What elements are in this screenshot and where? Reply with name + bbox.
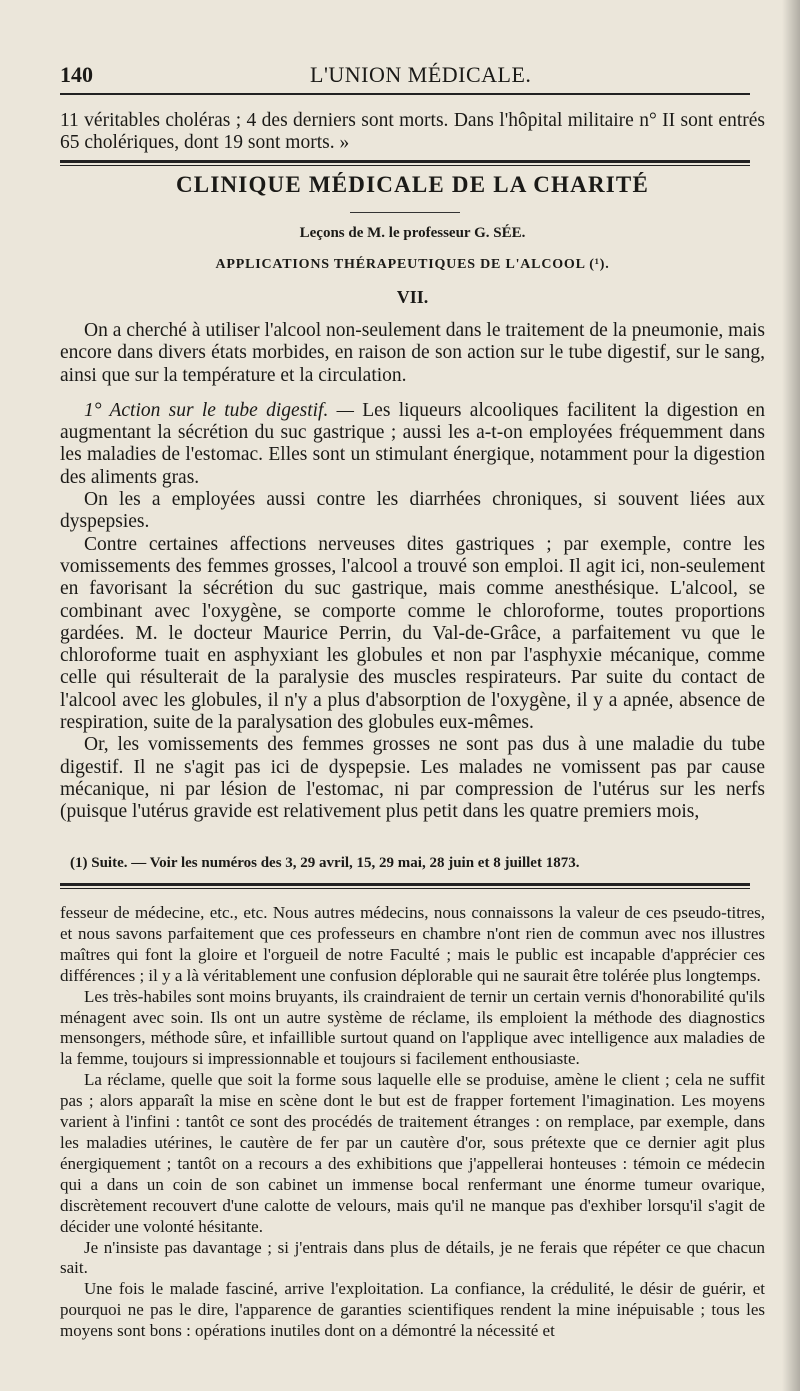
body-paragraph: On les a employées aussi contre les diarrhées chroniques, si souvent liées aux dyspepsies. xyxy=(60,489,765,533)
body-paragraph-text: Les liqueurs alcooliques facilitent la digestion en augmentant la sécrétion du suc gastrique ; aussi les a-t-on employées fréquemment dans les maladies de l'estomac. Elles sont un stimulant énergique, notamment pour la digestion des aliments gras. xyxy=(60,399,765,488)
feuilleton-paragraph: Je n'insiste pas davantage ; si j'entrais dans plus de détails, je ne ferais que répéter ce que chacun sait. xyxy=(60,1237,765,1278)
section-thin-rule xyxy=(60,165,750,166)
intro-paragraph: 11 véritables choléras ; 4 des derniers sont morts. Dans l'hôpital militaire n° II sont entrés 65 cholériques, dont 19 sont morts. » xyxy=(60,110,765,154)
feuilleton-rule xyxy=(60,883,750,886)
body-paragraph xyxy=(60,400,765,489)
intro-text xyxy=(60,110,765,155)
footnote: (1) Suite. — Voir les numéros des 3, 29 avril, 15, 29 mai, 28 juin et 8 juillet 1873. xyxy=(70,855,580,871)
body-paragraph: On a cherché à utiliser l'alcool non-seulement dans le traitement de la pneumonie, mais encore dans divers états morbides, en raison de son action sur le tube digestif, sur le sang, ainsi que sur la température et la circulation. xyxy=(60,320,765,386)
page-edge-shadow xyxy=(782,0,800,1391)
section-double-rule xyxy=(60,160,750,163)
article-subtitle: APPLICATIONS THÉRAPEUTIQUES DE L'ALCOOL (¹). xyxy=(215,257,610,272)
part-number: VII. xyxy=(396,287,429,307)
lecture-byline: Leçons de M. le professeur G. SÉE. xyxy=(299,225,526,241)
running-head xyxy=(60,62,750,92)
article-body xyxy=(60,320,765,824)
feuilleton-thin-rule xyxy=(60,888,750,889)
title-divider xyxy=(350,212,460,213)
body-paragraph: Contre certaines affections nerveuses dites gastriques ; par exemple, contre les vomissements des femmes grosses, l'alcool a trouvé son emploi. Il agit ici, non-seulement en favorisant la sécrétion du suc gastrique, mais comme anesthésique. L'alcool, se combinant avec l'oxygène, se comporte comme le chloroforme, toutes proportions gardées. M. le docteur Maurice Perrin, du Val-de-Grâce, a parfaitement vu que le chloroforme tuait en asphyxiant les globules et non par l'asphyxie mécanique, comme celle qui résulterait de la paralysie des muscles respirateurs. Par suite du contact de l'alcool avec les globules, il n'y a plus d'absorption de l'oxygène, il y a apnée, absence de respiration, suite de la paralysation des globules eux-mêmes. xyxy=(60,533,765,734)
feuilleton-paragraph: La réclame, quelle que soit la forme sous laquelle elle se produise, amène le client ; cela ne suffit pas ; alors apparaît la mise en scène dont le but est de frapper fortement l'imagination. Les moyens varient à l'infini : tantôt ce sont des procédés de traitement étranges : on remplace, par exemple, dans les maladies utérines, le cautère de fer par un cautère d'or, sous prétexte que ce dernier agit plus énergiquement ; tantôt on a recours a des exhibitions que j'appellerai honteuses : témoin ce médecin qui a dans un coin de son cabinet un immense bocal renfermant une énorme tumeur ovarique, discrètement recouvert d'une calotte de velours, mais qu'il ne manque pas d'exhiber lorsqu'il s'agit de décider une volonté hésitante. xyxy=(60,1070,765,1236)
page-number: 140 xyxy=(60,62,93,87)
subsection-label: 1° Action sur le tube digestif. — xyxy=(84,399,354,421)
feuilleton-paragraph: fesseur de médecine, etc., etc. Nous autres médecins, nous connaissons la valeur de ces pseudo-titres, et nous savons parfaitement que ces professeurs en chambre n'ont rien de commun avec nos illustres maîtres qui font la gloire et l'orgueil de notre Faculté ; mais le public est incapable d'apprécier ces différences ; il y a là véritablement une confusion déplorable qui ne saurait être tolérée plus longtemps. xyxy=(60,903,765,985)
section-title: CLINIQUE MÉDICALE DE LA CHARITÉ xyxy=(176,172,649,197)
feuilleton-paragraph: Une fois le malade fasciné, arrive l'exploitation. La confiance, la crédulité, le désir de guérir, et pourquoi ne pas le dire, l'apparence de garanties scientifiques rendent la mine inépuisable ; tous les moyens sont bons : opérations inutiles dont on a démontré la nécessité et xyxy=(60,1279,765,1341)
journal-title: L'UNION MÉDICALE. xyxy=(310,62,532,87)
feuilleton-paragraph: Les très-habiles sont moins bruyants, ils craindraient de ternir un certain vernis d'honorabilité qu'ils ménagent avec soin. Ils ont un autre système de réclame, ils emploient la méthode des diagnostics mensongers, méthode sûre, et infaillible surtout quand on l'applique avec intelligence aux maladies de la femme, toujours si impressionnable et toujours si facilement enthousiaste. xyxy=(60,986,765,1069)
feuilleton xyxy=(60,903,765,1342)
header-rule xyxy=(60,93,750,95)
body-paragraph: Or, les vomissements des femmes grosses ne sont pas dus à une maladie du tube digestif. Il ne s'agit pas ici de dyspepsie. Les malades ne vomissent pas par cause mécanique, ni par lésion de l'estomac, ni par compression de l'utérus sur les nerfs (puisque l'utérus gravide est relativement plus petit dans les quatre premiers mois, xyxy=(60,734,765,823)
